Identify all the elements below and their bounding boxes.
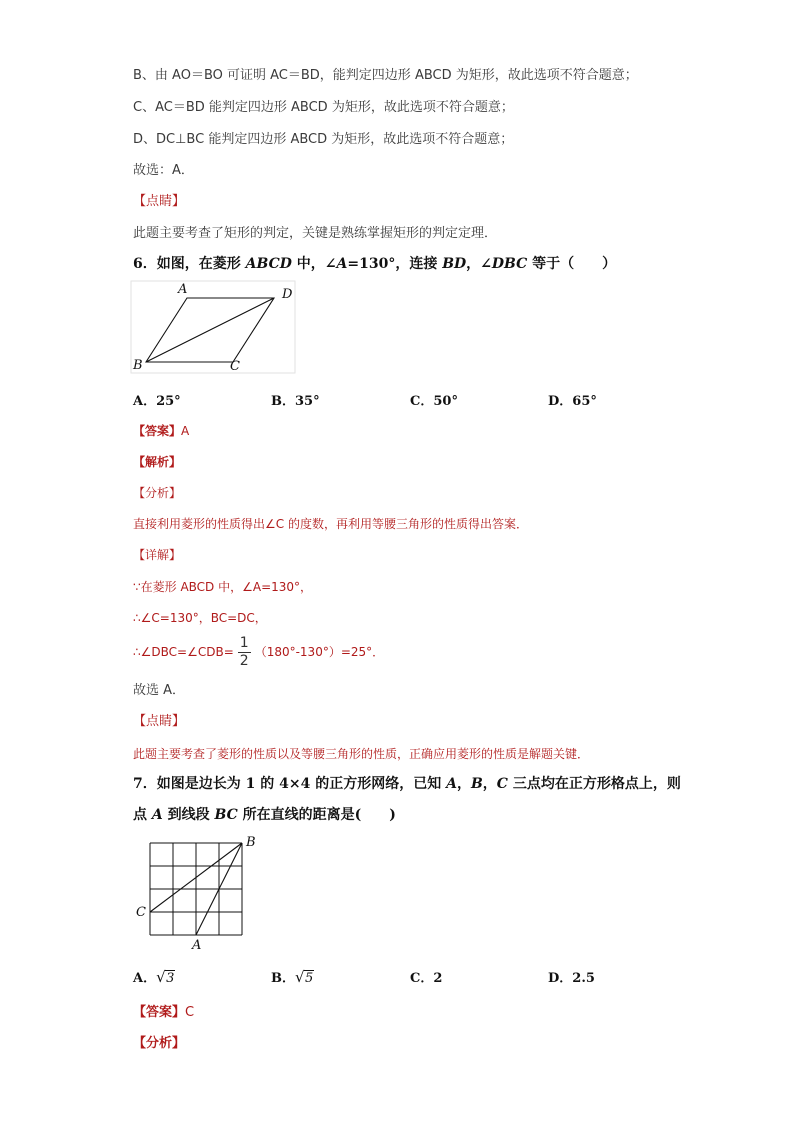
q7-fenxi-heading: 【分析】 <box>133 1036 186 1051</box>
option-b-explanation: B、由 AO＝BO 可证明 AC＝BD，能判定四边形 ABCD 为矩形，故此选项不符合题意； <box>133 68 638 83</box>
answer-value: A <box>181 424 190 438</box>
q7-option-d[interactable]: D．2.5 <box>548 971 595 986</box>
fenxi-heading: 【分析】 <box>133 486 182 500</box>
q7-text-3: 点 <box>133 807 152 823</box>
rhombus-figure <box>130 280 300 376</box>
question-6-stem <box>133 255 616 273</box>
step-3-post: （180°-130°）=25°． <box>254 645 385 659</box>
question-7-stem-line-2 <box>133 806 396 824</box>
q7-point-a: A <box>446 776 457 792</box>
q7-text-1: 7．如图是边长为 1 的 4×4 的正方形网络，已知 <box>133 776 447 792</box>
question-7-stem-line-1 <box>133 775 681 793</box>
label-c: C <box>230 359 240 374</box>
dianjing-heading: 【点睛】 <box>133 194 186 209</box>
sqrt-icon: √ <box>156 968 166 986</box>
q6-answer <box>133 422 189 440</box>
q6-dbc: DBC <box>491 256 528 272</box>
q6-text-2: 中，∠ <box>291 256 337 272</box>
q6-summary: 此题主要考查了菱形的性质以及等腰三角形的性质，正确应用菱形的性质是解题关键． <box>133 747 590 761</box>
summary-text: 此题主要考查了矩形的判定，关键是熟练掌握矩形的判定定理． <box>133 226 498 241</box>
q7-option-a[interactable] <box>133 967 175 986</box>
q7-point-a-2: A <box>151 807 163 823</box>
q7-point-b: B <box>470 776 483 792</box>
fraction-half <box>238 635 251 670</box>
q6-angle-a: A <box>336 256 348 272</box>
q6-dianjing: 【点睛】 <box>133 714 186 729</box>
sqrt-5 <box>295 968 314 986</box>
grid-lines <box>150 843 242 935</box>
q7-option-c[interactable]: C．2 <box>410 971 443 986</box>
q7-option-b-label: B． <box>271 971 295 986</box>
choice-statement: 故选：A． <box>133 163 194 178</box>
step-1: ∵在菱形 ABCD 中，∠A=130°， <box>133 580 313 594</box>
q7-answer <box>133 1004 194 1022</box>
q6-bd: BD <box>442 256 467 272</box>
q6-text-4: ，∠ <box>466 256 492 272</box>
step-2: ∴∠C=130°，BC=DC， <box>133 611 267 625</box>
step-3 <box>133 634 384 670</box>
q6-option-d[interactable]: D．65° <box>548 394 597 409</box>
step-3-pre: ∴∠DBC=∠CDB= <box>133 645 234 659</box>
q7-answer-tag: 【答案】 <box>133 1005 186 1020</box>
radicand-5: 5 <box>305 971 314 986</box>
figure-frame <box>131 281 295 373</box>
q6-abcd: ABCD <box>245 256 292 272</box>
analysis-text: 直接利用菱形的性质得出∠C 的度数，再利用等腰三角形的性质得出答案． <box>133 517 528 531</box>
q7-option-a-label: A． <box>133 971 157 986</box>
label-d: D <box>282 287 293 302</box>
q7-answer-value: C <box>185 1005 195 1020</box>
q7-text-4: 到线段 <box>162 807 215 823</box>
q6-option-c[interactable]: C．50° <box>410 394 458 409</box>
option-d-explanation: D、DC⊥BC 能判定四边形 ABCD 为矩形，故此选项不符合题意； <box>133 132 514 147</box>
q7-bc: BC <box>214 807 238 823</box>
diagonal-bd <box>146 298 274 362</box>
q6-option-b[interactable]: B．35° <box>271 394 320 409</box>
q7-text-2: 三点均在正方形格点上，则 <box>507 776 681 792</box>
grid-label-a: A <box>192 938 202 953</box>
q7-text-5: 所在直线的距离是( ) <box>237 807 396 823</box>
label-a: A <box>178 282 188 297</box>
q7-sep-1: ， <box>456 776 471 792</box>
q6-text-1: 6．如图，在菱形 <box>133 256 246 272</box>
fraction-denominator: 2 <box>239 653 249 669</box>
grid-label-b: B <box>246 835 256 850</box>
label-b: B <box>133 358 143 373</box>
q6-text-5: 等于（ ） <box>527 256 617 272</box>
radicand-3: 3 <box>166 971 175 986</box>
grid-figure <box>130 832 270 954</box>
jiexi-heading: 【解析】 <box>133 455 182 469</box>
q6-option-a[interactable]: A．25° <box>133 394 181 409</box>
q6-choice: 故选 A． <box>133 683 186 698</box>
fraction-numerator: 1 <box>239 635 249 651</box>
sqrt-3 <box>156 968 175 986</box>
grid-label-c: C <box>136 905 146 920</box>
q7-point-c: C <box>496 776 508 792</box>
xiangjie-heading: 【详解】 <box>133 548 182 562</box>
option-c-explanation: C、AC＝BD 能判定四边形 ABCD 为矩形，故此选项不符合题意； <box>133 100 514 115</box>
q7-sep-2: ， <box>482 776 497 792</box>
q7-option-b[interactable] <box>271 967 314 986</box>
sqrt-icon: √ <box>295 968 305 986</box>
q6-text-3: =130°，连接 <box>347 256 443 272</box>
answer-tag: 【答案】 <box>133 424 182 438</box>
